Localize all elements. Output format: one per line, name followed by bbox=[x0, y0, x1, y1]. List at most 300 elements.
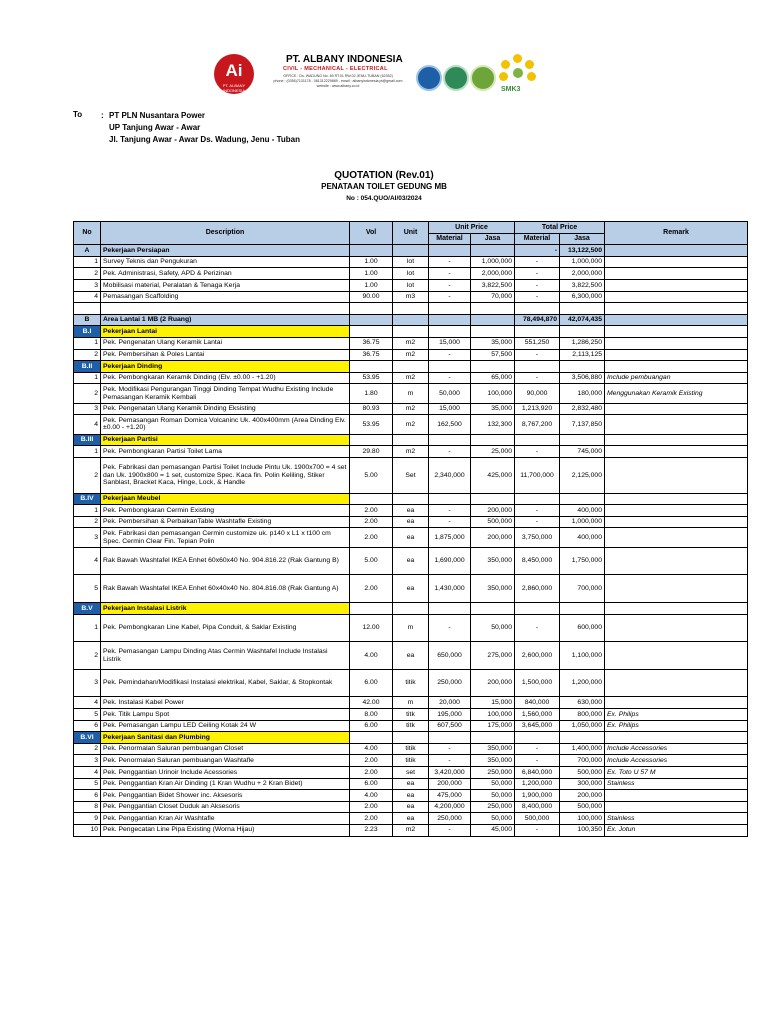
cell-tj: 1,100,000 bbox=[560, 642, 605, 670]
cell-tj: 100,000 bbox=[560, 813, 605, 825]
cell-rem bbox=[605, 291, 748, 303]
cell-tm: - bbox=[515, 505, 560, 517]
cell-pm: 250,000 bbox=[429, 813, 471, 825]
cell-rem: Include Accessories bbox=[605, 755, 748, 767]
cell-unit: titik bbox=[393, 669, 429, 697]
cell-pj: 65,000 bbox=[471, 372, 515, 384]
cell-tm bbox=[515, 361, 560, 373]
cell-no: 2 bbox=[74, 349, 101, 361]
cell-vol: 6.00 bbox=[350, 720, 393, 732]
cell-pj: 350,000 bbox=[471, 547, 515, 575]
cell-desc: Pekerjaan Persiapan bbox=[101, 245, 350, 257]
cell-unit bbox=[393, 314, 429, 326]
subsection-row bbox=[74, 732, 748, 744]
table-row bbox=[74, 709, 748, 721]
cell-no: 4 bbox=[74, 697, 101, 709]
cell-pm: 1,690,000 bbox=[429, 547, 471, 575]
cell-tm: - bbox=[515, 256, 560, 268]
subsection-row bbox=[74, 603, 748, 615]
cell-rem: Include pembuangan bbox=[605, 372, 748, 384]
cell-unit: m3 bbox=[393, 291, 429, 303]
cell-unit: m2 bbox=[393, 824, 429, 836]
cell-unit: ea bbox=[393, 575, 429, 603]
cell-pj: 350,000 bbox=[471, 575, 515, 603]
cell-rem bbox=[605, 801, 748, 813]
cell-tm: - bbox=[515, 614, 560, 642]
cell-tm: 1,200,000 bbox=[515, 778, 560, 790]
cell-desc: Pek. Pemasangan Lampu LED Ceiling Kotak 24 W bbox=[101, 720, 350, 732]
cell-pm: 3,420,000 bbox=[429, 766, 471, 778]
doc-title: QUOTATION (Rev.01) bbox=[334, 170, 434, 181]
cell-desc: Pek. Pembongkaran Cermin Existing bbox=[101, 505, 350, 517]
cell-no: 1 bbox=[74, 372, 101, 384]
cell-desc: Pek. Pembersihan & Poles Lantai bbox=[101, 349, 350, 361]
cell-pm: - bbox=[429, 755, 471, 767]
table-row bbox=[74, 778, 748, 790]
cell-unit bbox=[393, 303, 429, 315]
cell-desc: Pek. Pemindahan/Modifikasi Instalasi elektrikal, Kabel, Saklar, & Stopkontak bbox=[101, 669, 350, 697]
cell-unit bbox=[393, 732, 429, 744]
cell-tj: 300,000 bbox=[560, 778, 605, 790]
cell-rem: Ex. Philips bbox=[605, 720, 748, 732]
cell-tm: 1,560,000 bbox=[515, 709, 560, 721]
cell-pm bbox=[429, 326, 471, 338]
subsection-row bbox=[74, 493, 748, 505]
doc-number: No : 054.QUO/AI/03/2024 bbox=[346, 195, 422, 202]
cell-desc: Pek. Fabrikasi dan pemasangan Cermin customize uk. p140 x L1 x t100 cm Spec. Cermin Clear Fin. Tepian Polin bbox=[101, 528, 350, 547]
cell-pj: 50,000 bbox=[471, 790, 515, 802]
cell-rem bbox=[605, 575, 748, 603]
header-remark: Remark bbox=[605, 222, 748, 245]
cell-rem bbox=[605, 732, 748, 744]
cell-vol: 2.23 bbox=[350, 824, 393, 836]
cell-tj bbox=[560, 326, 605, 338]
cell-tj bbox=[560, 732, 605, 744]
cell-vol: 42.00 bbox=[350, 697, 393, 709]
cell-tj: 42,074,435 bbox=[560, 314, 605, 326]
cell-desc: Pekerjaan Meubel bbox=[101, 493, 350, 505]
cell-tj bbox=[560, 493, 605, 505]
table-row bbox=[74, 446, 748, 458]
recipient-name: PT PLN Nusantara Power bbox=[109, 111, 206, 120]
header-total-material: Material bbox=[515, 233, 560, 245]
cell-unit: m2 bbox=[393, 403, 429, 415]
cell-vol: 1.00 bbox=[350, 279, 393, 291]
cell-pm: - bbox=[429, 505, 471, 517]
cell-pj bbox=[471, 303, 515, 315]
cell-no: 6 bbox=[74, 720, 101, 732]
cell-tm: 11,700,000 bbox=[515, 457, 560, 493]
cell-desc: Area Lantai 1 MB (2 Ruang) bbox=[101, 314, 350, 326]
cell-vol: 5.00 bbox=[350, 457, 393, 493]
cell-no: 9 bbox=[74, 813, 101, 825]
to-label: To bbox=[73, 110, 83, 119]
cell-desc: Pek. Pengenatan Ulang Keramik Dinding Eksisting bbox=[101, 403, 350, 415]
cell-vol: 2.00 bbox=[350, 755, 393, 767]
cell-pm: 15,000 bbox=[429, 337, 471, 349]
cell-tm: - bbox=[515, 446, 560, 458]
cell-no: 5 bbox=[74, 575, 101, 603]
cell-vol: 2.00 bbox=[350, 575, 393, 603]
website-line: website : www.albany.co.id bbox=[316, 84, 360, 88]
cell-pm: 607,500 bbox=[429, 720, 471, 732]
header-total-jasa: Jasa bbox=[560, 233, 605, 245]
cell-vol: 53.95 bbox=[350, 372, 393, 384]
cell-tj: 13,122,500 bbox=[560, 245, 605, 257]
cell-pm: - bbox=[429, 372, 471, 384]
cell-unit bbox=[393, 361, 429, 373]
cell-desc: Pek. Pembongkaran Keramik Dinding (Elv. ±0.00 - +1.20) bbox=[101, 372, 350, 384]
cell-desc: Rak Bawah Washtafel IKEA Enhet 60x60x40 No. 904.816.22 (Rak Gantung B) bbox=[101, 547, 350, 575]
table-row bbox=[74, 516, 748, 528]
cell-pj: 50,000 bbox=[471, 614, 515, 642]
table-row bbox=[74, 528, 748, 547]
header-unit-material: Material bbox=[429, 233, 471, 245]
cell-tm: - bbox=[515, 291, 560, 303]
cell-vol: 8.00 bbox=[350, 709, 393, 721]
cell-tj: 700,000 bbox=[560, 755, 605, 767]
cell-unit: ea bbox=[393, 528, 429, 547]
cell-tm: - bbox=[515, 268, 560, 280]
cell-tm: 2,600,000 bbox=[515, 642, 560, 670]
cell-pm: 15,000 bbox=[429, 403, 471, 415]
cell-vol bbox=[350, 732, 393, 744]
cell-vol bbox=[350, 326, 393, 338]
cell-tm: - bbox=[515, 516, 560, 528]
cell-pj: 132,300 bbox=[471, 415, 515, 434]
table-row bbox=[74, 415, 748, 434]
table-row bbox=[74, 824, 748, 836]
cell-no: 3 bbox=[74, 279, 101, 291]
quality-badge-icon bbox=[470, 65, 496, 91]
cell-tj: 800,000 bbox=[560, 709, 605, 721]
smk3-logo-icon bbox=[497, 52, 539, 94]
cell-pm: 4,200,000 bbox=[429, 801, 471, 813]
cell-desc: Pek. Pengecatan Line Pipa Existing (Worna Hijau) bbox=[101, 824, 350, 836]
cell-pm: 200,000 bbox=[429, 778, 471, 790]
cell-pm: 1,430,000 bbox=[429, 575, 471, 603]
cell-no: 3 bbox=[74, 528, 101, 547]
cell-tm: 6,840,000 bbox=[515, 766, 560, 778]
table-row bbox=[74, 291, 748, 303]
cell-desc: Pek. Penggantian Urinoir Include Acessories bbox=[101, 766, 350, 778]
cell-tj: 7,137,850 bbox=[560, 415, 605, 434]
cell-pm: - bbox=[429, 268, 471, 280]
cell-no: 1 bbox=[74, 256, 101, 268]
table-row bbox=[74, 669, 748, 697]
cell-tm: - bbox=[515, 279, 560, 291]
table-row bbox=[74, 575, 748, 603]
cell-vol: 1.00 bbox=[350, 256, 393, 268]
cell-desc: Pek. Titik Lampu Spot bbox=[101, 709, 350, 721]
cell-pm: 250,000 bbox=[429, 669, 471, 697]
cell-pj: 500,000 bbox=[471, 516, 515, 528]
cell-vol: 53.95 bbox=[350, 415, 393, 434]
cell-no: 1 bbox=[74, 614, 101, 642]
cell-unit: set bbox=[393, 766, 429, 778]
cell-tj: 2,125,000 bbox=[560, 457, 605, 493]
cell-pm: 162,500 bbox=[429, 415, 471, 434]
table-row bbox=[74, 403, 748, 415]
cell-tm: - bbox=[515, 245, 560, 257]
table-row bbox=[74, 268, 748, 280]
cell-tj: 500,000 bbox=[560, 801, 605, 813]
company-logo bbox=[214, 54, 254, 94]
cell-vol: 2.00 bbox=[350, 813, 393, 825]
cell-pm bbox=[429, 314, 471, 326]
cell-tj bbox=[560, 434, 605, 446]
cell-pm: 650,000 bbox=[429, 642, 471, 670]
header-total-price: Total Price bbox=[515, 222, 605, 234]
table-body bbox=[74, 245, 748, 836]
cell-no: B.II bbox=[74, 361, 101, 373]
cell-tm: - bbox=[515, 372, 560, 384]
cell-pm: - bbox=[429, 349, 471, 361]
cell-rem bbox=[605, 303, 748, 315]
cell-pj: 35,000 bbox=[471, 337, 515, 349]
cell-unit: titik bbox=[393, 755, 429, 767]
cell-rem bbox=[605, 669, 748, 697]
cell-pm bbox=[429, 245, 471, 257]
cell-desc: Pek. Penggantian Closet Duduk an Aksesoris bbox=[101, 801, 350, 813]
cell-tj: 400,000 bbox=[560, 528, 605, 547]
cell-pm: 195,000 bbox=[429, 709, 471, 721]
cell-vol: 36.75 bbox=[350, 349, 393, 361]
cell-unit: lot bbox=[393, 279, 429, 291]
company-address bbox=[258, 74, 418, 89]
cell-vol: 2.00 bbox=[350, 528, 393, 547]
cell-vol: 12.00 bbox=[350, 614, 393, 642]
cell-vol: 80.93 bbox=[350, 403, 393, 415]
cell-pm: - bbox=[429, 516, 471, 528]
cell-unit: lot bbox=[393, 268, 429, 280]
cell-rem bbox=[605, 790, 748, 802]
cell-rem bbox=[605, 403, 748, 415]
cell-unit: ea bbox=[393, 813, 429, 825]
cell-no: B.III bbox=[74, 434, 101, 446]
cell-no: 5 bbox=[74, 778, 101, 790]
cell-tm: 551,250 bbox=[515, 337, 560, 349]
cell-desc: Pekerjaan Dinding bbox=[101, 361, 350, 373]
cell-pj bbox=[471, 326, 515, 338]
cell-desc: Pek. Pembongkaran Partisi Toilet Lama bbox=[101, 446, 350, 458]
cell-rem bbox=[605, 245, 748, 257]
cell-pj bbox=[471, 361, 515, 373]
cell-vol bbox=[350, 361, 393, 373]
cell-vol: 36.75 bbox=[350, 337, 393, 349]
cell-rem bbox=[605, 337, 748, 349]
cell-tm bbox=[515, 303, 560, 315]
cell-tm bbox=[515, 603, 560, 615]
cell-tm: - bbox=[515, 349, 560, 361]
table-row bbox=[74, 303, 748, 315]
cell-no: B.IV bbox=[74, 493, 101, 505]
cell-tj: 400,000 bbox=[560, 505, 605, 517]
cell-tj: 100,350 bbox=[560, 824, 605, 836]
cell-tj: 1,200,000 bbox=[560, 669, 605, 697]
table-row bbox=[74, 349, 748, 361]
logo-text: Ai bbox=[225, 61, 243, 80]
cell-unit: ea bbox=[393, 505, 429, 517]
cell-tm bbox=[515, 732, 560, 744]
cell-rem bbox=[605, 361, 748, 373]
cell-no: 2 bbox=[74, 743, 101, 755]
cell-pm bbox=[429, 603, 471, 615]
cell-no: 4 bbox=[74, 547, 101, 575]
cell-pm: 20,000 bbox=[429, 697, 471, 709]
cell-pj: 1,000,000 bbox=[471, 256, 515, 268]
cell-pj bbox=[471, 245, 515, 257]
table-row bbox=[74, 813, 748, 825]
cell-pj: 50,000 bbox=[471, 778, 515, 790]
cell-tm bbox=[515, 434, 560, 446]
cell-unit: m2 bbox=[393, 446, 429, 458]
phone-line: phone : (0356)7131178 - 081312229889 - email : albanyindonesia.pt@gmail.com bbox=[273, 79, 403, 83]
cell-pm: 50,000 bbox=[429, 384, 471, 403]
cell-tj: 1,050,000 bbox=[560, 720, 605, 732]
cell-rem: Menggunakan Keramik Existing bbox=[605, 384, 748, 403]
cell-rem bbox=[605, 415, 748, 434]
cell-tm: 1,900,000 bbox=[515, 790, 560, 802]
table-row bbox=[74, 755, 748, 767]
cell-no: 4 bbox=[74, 291, 101, 303]
cell-tm: 1,213,920 bbox=[515, 403, 560, 415]
cell-pj: 200,000 bbox=[471, 528, 515, 547]
cell-tm: 3,750,000 bbox=[515, 528, 560, 547]
cell-tm: 8,400,000 bbox=[515, 801, 560, 813]
cell-desc: Pek. Fabrikasi dan pemasangan Partisi Toilet Include Pintu Uk. 1900x700 = 4 set dan Uk. 1900x800 = 1 set, customize Spec. Kaca fin. Polin Keliling, Stiker Sanblast, Bracket Kaca, Hinge, Lock, & Handle bbox=[101, 457, 350, 493]
cell-pj: 57,500 bbox=[471, 349, 515, 361]
cell-pm bbox=[429, 493, 471, 505]
cell-pj: 200,000 bbox=[471, 669, 515, 697]
cell-unit: m2 bbox=[393, 349, 429, 361]
table-row bbox=[74, 766, 748, 778]
cell-desc: Pek. Administrasi, Safety, APD & Perizinan bbox=[101, 268, 350, 280]
cell-unit: m2 bbox=[393, 337, 429, 349]
cell-unit: m bbox=[393, 384, 429, 403]
cell-desc: Pek. Penormalan Saluran pembuangan Washtafle bbox=[101, 755, 350, 767]
cell-tj: 700,000 bbox=[560, 575, 605, 603]
cell-pj: 275,000 bbox=[471, 642, 515, 670]
cell-unit: m bbox=[393, 697, 429, 709]
cell-unit: titk bbox=[393, 720, 429, 732]
cell-no: 1 bbox=[74, 337, 101, 349]
subsection-row bbox=[74, 326, 748, 338]
cell-desc: Pek. Pemasangan Roman Domica Volcaninc Uk. 400x400mm (Area Dinding Elv. ±0.00 - +1.20) bbox=[101, 415, 350, 434]
cell-tj: 2,000,000 bbox=[560, 268, 605, 280]
cell-no: A bbox=[74, 245, 101, 257]
cell-unit: Set bbox=[393, 457, 429, 493]
cell-tj: 200,000 bbox=[560, 790, 605, 802]
cell-rem: Ex. Philips bbox=[605, 709, 748, 721]
cell-unit: m bbox=[393, 614, 429, 642]
cell-no bbox=[74, 303, 101, 315]
table-row bbox=[74, 457, 748, 493]
cell-rem bbox=[605, 457, 748, 493]
cell-pm: - bbox=[429, 446, 471, 458]
cell-pm: 1,875,000 bbox=[429, 528, 471, 547]
cell-tm: - bbox=[515, 743, 560, 755]
cell-desc: Pemasangan Scaffolding bbox=[101, 291, 350, 303]
cell-pj bbox=[471, 603, 515, 615]
cell-tj: 745,000 bbox=[560, 446, 605, 458]
cell-no: 2 bbox=[74, 384, 101, 403]
table-row bbox=[74, 256, 748, 268]
table-row bbox=[74, 279, 748, 291]
cell-vol: 6.00 bbox=[350, 669, 393, 697]
cell-pj: 100,000 bbox=[471, 384, 515, 403]
cell-no: 4 bbox=[74, 766, 101, 778]
cell-vol: 1.00 bbox=[350, 268, 393, 280]
table-row bbox=[74, 743, 748, 755]
table-row bbox=[74, 720, 748, 732]
cell-pj: 2,000,000 bbox=[471, 268, 515, 280]
company-subtitle: CIVIL - MECHANICAL - ELECTRICAL bbox=[283, 66, 388, 72]
cell-pm: - bbox=[429, 614, 471, 642]
cell-rem bbox=[605, 314, 748, 326]
cell-no: 3 bbox=[74, 403, 101, 415]
cell-tj bbox=[560, 303, 605, 315]
cell-tj: 600,000 bbox=[560, 614, 605, 642]
cell-vol bbox=[350, 245, 393, 257]
cell-vol: 5.00 bbox=[350, 547, 393, 575]
cell-pm: - bbox=[429, 279, 471, 291]
cell-vol: 2.00 bbox=[350, 801, 393, 813]
cell-vol: 4.00 bbox=[350, 743, 393, 755]
cell-unit bbox=[393, 603, 429, 615]
cell-pj: 200,000 bbox=[471, 505, 515, 517]
recipient-unit: UP Tanjung Awar - Awar bbox=[109, 123, 201, 132]
table-row bbox=[74, 642, 748, 670]
cell-rem bbox=[605, 326, 748, 338]
table-row bbox=[74, 384, 748, 403]
cell-rem bbox=[605, 505, 748, 517]
quotation-table bbox=[73, 221, 748, 837]
cell-unit bbox=[393, 326, 429, 338]
cell-vol: 6.00 bbox=[350, 778, 393, 790]
cell-rem bbox=[605, 493, 748, 505]
cell-desc: Pekerjaan Sanitasi dan Plumbing bbox=[101, 732, 350, 744]
cell-pj: 350,000 bbox=[471, 755, 515, 767]
table-row bbox=[74, 790, 748, 802]
cell-no: 2 bbox=[74, 457, 101, 493]
cell-pm: 2,340,000 bbox=[429, 457, 471, 493]
cell-pj bbox=[471, 493, 515, 505]
address-line: OFFICE : Ds. WADUNG No. 89 RT.01 RW.02 JENU-TUBAN (62352) bbox=[283, 74, 393, 78]
cell-rem: Include Accessories bbox=[605, 743, 748, 755]
cell-tm: 3,645,000 bbox=[515, 720, 560, 732]
cell-vol bbox=[350, 314, 393, 326]
cell-unit: ea bbox=[393, 790, 429, 802]
cell-pj: 45,000 bbox=[471, 824, 515, 836]
cell-pj: 100,000 bbox=[471, 709, 515, 721]
certification-badge-icon bbox=[443, 65, 469, 91]
cell-rem bbox=[605, 446, 748, 458]
cell-rem bbox=[605, 547, 748, 575]
cell-rem bbox=[605, 603, 748, 615]
cell-no: 10 bbox=[74, 824, 101, 836]
recipient-address: Jl. Tanjung Awar - Awar Ds. Wadung, Jenu - Tuban bbox=[109, 135, 300, 144]
cell-tm bbox=[515, 493, 560, 505]
cell-vol: 4.00 bbox=[350, 642, 393, 670]
cell-vol: 29.80 bbox=[350, 446, 393, 458]
cell-rem bbox=[605, 256, 748, 268]
cell-no: 3 bbox=[74, 755, 101, 767]
cell-no: 5 bbox=[74, 709, 101, 721]
subsection-row bbox=[74, 361, 748, 373]
cell-unit: lot bbox=[393, 256, 429, 268]
cell-unit: titik bbox=[393, 743, 429, 755]
